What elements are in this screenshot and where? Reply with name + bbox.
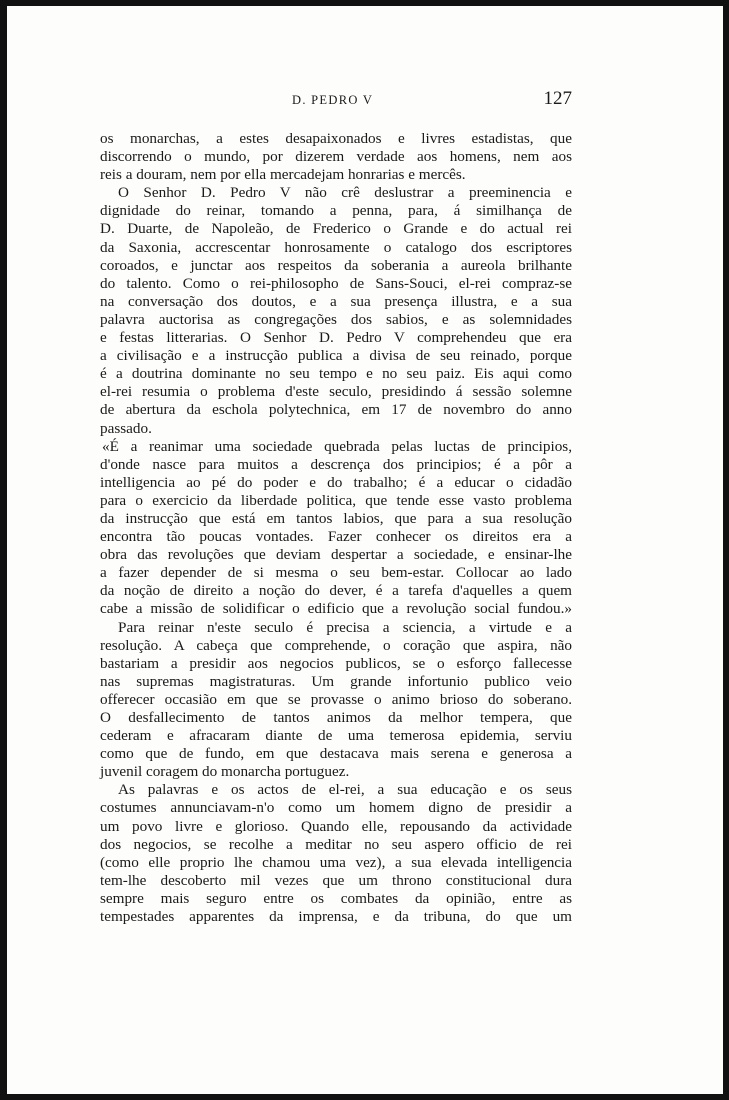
text-line: reis a douram, nem por ella mercadejam honrarias e mercês. — [100, 166, 466, 184]
text-line: dos negocios, se recolhe a meditar no seu aspero officio de rei — [100, 835, 572, 853]
text-line: sempre mais seguro entre os combates da opinião, entre as — [100, 889, 572, 907]
text-line: passado. — [100, 419, 152, 437]
text-line: encontra tão poucas vontades. Fazer conhecer os direitos era a — [100, 528, 572, 546]
text-line: para o exercicio da liberdade politica, que tende esse vasto problema — [100, 491, 572, 509]
text-line: da noção de direito a noção do dever, é a tarefa d'aquelles a quem — [100, 582, 572, 600]
text-line: coroados, e junctar aos respeitos da soberania a aureola brilhante — [100, 256, 572, 274]
text-line: O Senhor D. Pedro V não crê deslustrar a preeminencia e — [118, 184, 572, 202]
text-line: cederam e afracaram diante de uma temerosa epidemia, serviu — [100, 727, 572, 745]
text-line: cabe a missão de solidificar o edificio que a revolução social fundou.» — [100, 600, 572, 618]
text-line: os monarchas, a estes desapaixonados e livres estadistas, que — [100, 130, 572, 147]
text-line: dignidade do reinar, tomando a penna, para, á similhança de — [100, 202, 572, 220]
text-line: (como elle proprio lhe chamou uma vez), a sua elevada intelligencia — [100, 853, 572, 871]
text-line: e festas litterarias. O Senhor D. Pedro V comprehendeu que era — [100, 329, 572, 347]
page-header — [100, 88, 572, 112]
text-line: D. Duarte, de Napoleão, de Frederico o Grande e do actual rei — [100, 220, 572, 238]
text-line: da Saxonia, accrescentar honrosamente o catalogo dos escriptores — [100, 238, 572, 256]
text-line: é a doutrina dominante no seu tempo e no seu paiz. Eis aqui como — [100, 365, 572, 383]
text-line: el-rei resumia o problema d'este seculo, presidindo á sessão solemne — [100, 383, 572, 401]
text-line: palavra auctorisa as congregações dos sabios, e as solemnidades — [100, 310, 572, 328]
body-text — [100, 130, 572, 926]
text-line: intelligencia ao pé do poder e do trabalho; é a educar o cidadão — [100, 473, 572, 491]
text-line: a fazer depender de si mesma o seu bem-estar. Collocar ao lado — [100, 564, 572, 582]
text-line: nas supremas magistraturas. Um grande infortunio publico veio — [100, 672, 572, 690]
text-line: como que de fundo, em que destacava mais serena e generosa a — [100, 745, 572, 763]
running-head: D. PEDRO V — [292, 93, 374, 107]
text-line: na conversação dos doutos, e a sua presença illustra, e a sua — [100, 292, 572, 310]
text-line: obra das revoluções que deviam despertar a sociedade, e ensinar-lhe — [100, 546, 572, 564]
text-line: As palavras e os actos de el-rei, a sua educação e os seus — [118, 781, 572, 799]
text-line: de abertura da eschola polytechnica, em 17 de novembro do anno — [100, 401, 572, 419]
text-line: a civilisação e a instrucção publica a divisa de seu reinado, porque — [100, 347, 572, 365]
text-line: discorrendo o mundo, por dizerem verdade aos homens, nem aos — [100, 148, 572, 166]
text-line: tempestades apparentes da imprensa, e da tribuna, do que um — [100, 908, 572, 926]
text-line: resolução. A cabeça que comprehende, o coração que aspira, não — [100, 636, 572, 654]
text-line: costumes annunciavam-n'o como um homem digno de presidir a — [100, 799, 572, 817]
text-line: d'onde nasce para muitos a descrença dos principios; é a pôr a — [100, 455, 572, 473]
text-line: tem-lhe descoberto mil vezes que um throno constitucional dura — [100, 871, 572, 889]
text-line: um povo livre e glorioso. Quando elle, repousando da actividade — [100, 817, 572, 835]
text-line: da instrucção que está em tantos labios, que para a sua resolução — [100, 509, 572, 527]
text-line: bastariam a presidir aos negocios publicos, se o esforço fallecesse — [100, 654, 572, 672]
text-line: do talento. Como o rei-philosopho de Sans-Souci, el-rei compraz-se — [100, 274, 572, 292]
text-line: O desfallecimento de tantos animos da melhor tempera, que — [100, 709, 572, 726]
text-line: offerecer occasião em que se provasse o animo brioso do soberano. — [100, 690, 572, 708]
text-line: juvenil coragem do monarcha portuguez. — [100, 763, 350, 781]
text-line: «É a reanimar uma sociedade quebrada pelas luctas de principios, — [102, 437, 572, 455]
text-line: Para reinar n'este seculo é precisa a sciencia, a virtude e a — [118, 618, 572, 636]
page-number: 127 — [543, 88, 572, 109]
